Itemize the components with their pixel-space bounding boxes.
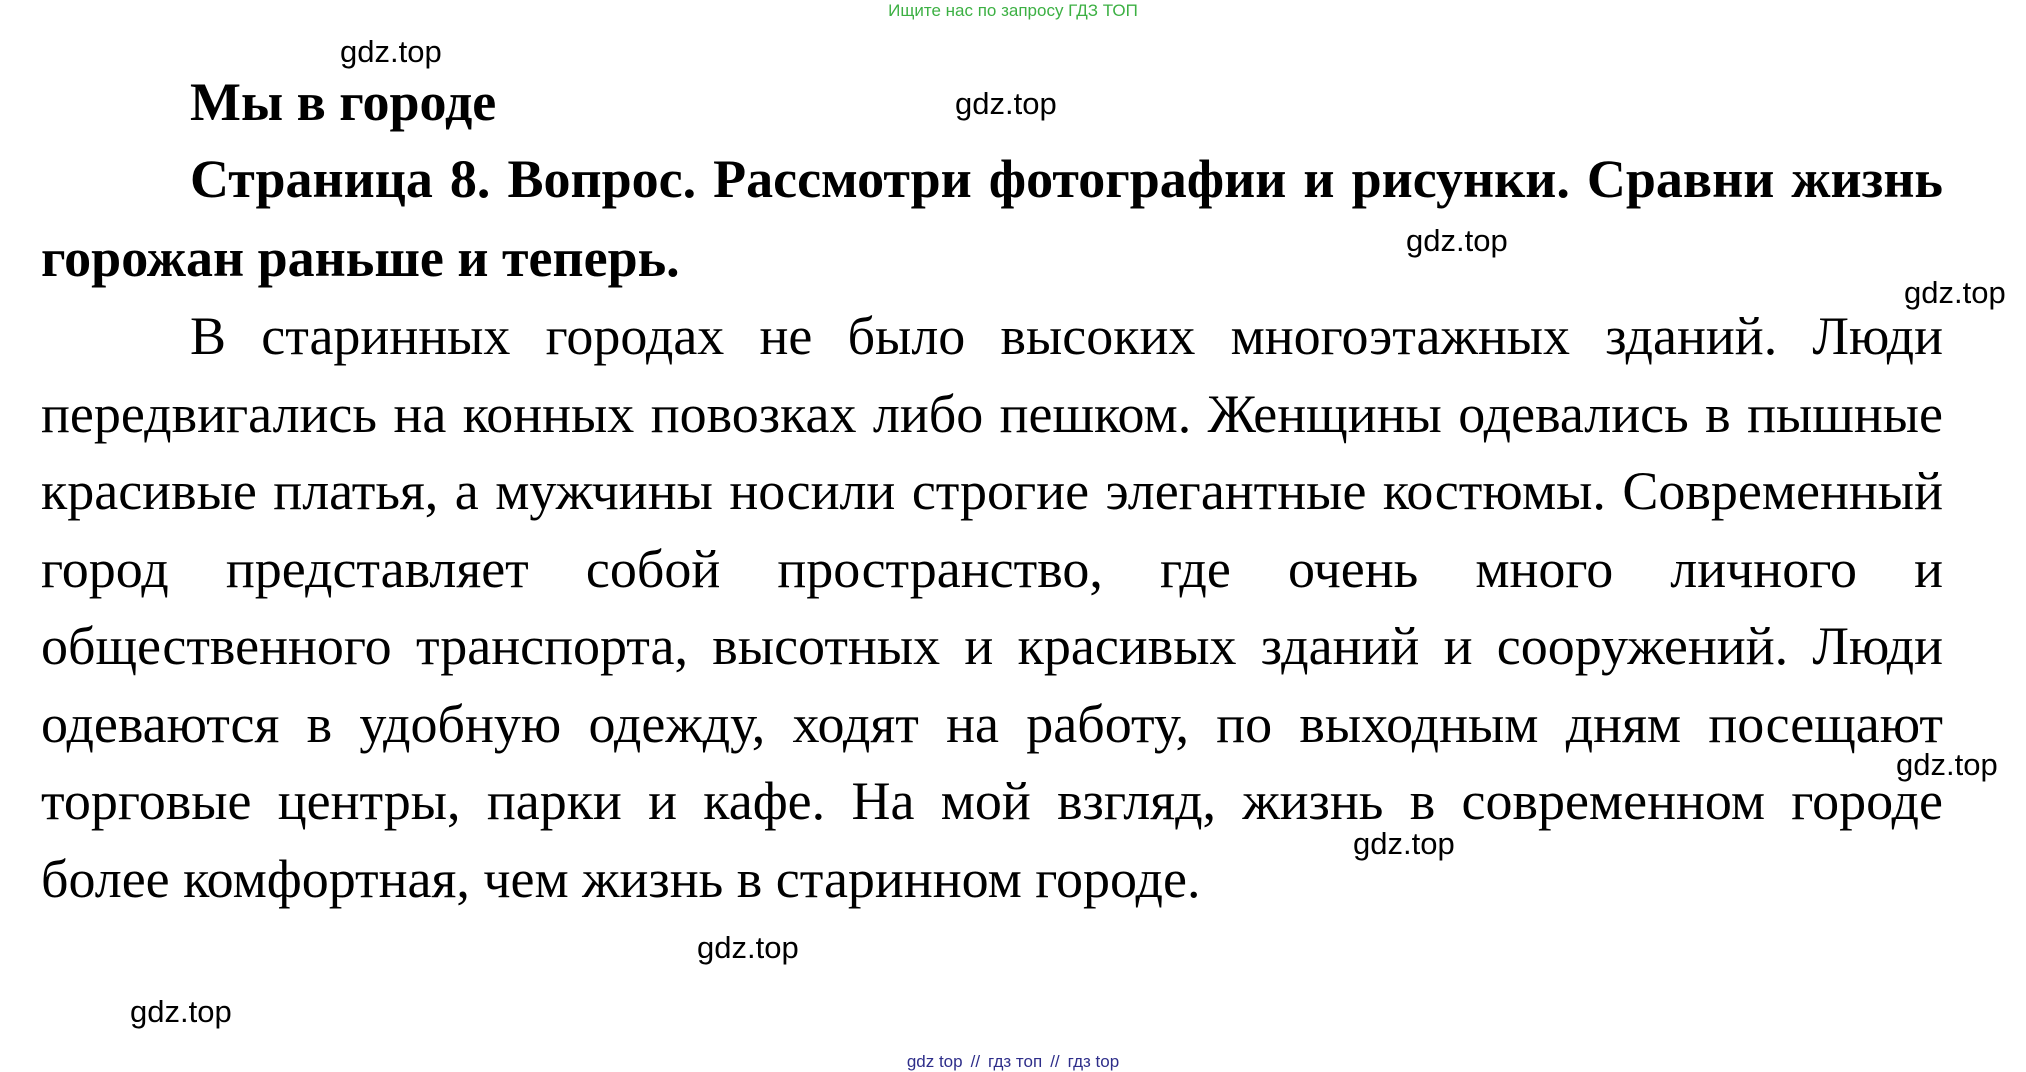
- document-body: [41, 64, 1943, 918]
- footer-separator: //: [1050, 1052, 1060, 1071]
- footer-link-1[interactable]: gdz top: [906, 1052, 963, 1071]
- watermark: gdz.top: [340, 34, 442, 69]
- footer-link-3[interactable]: гдз top: [1067, 1052, 1120, 1071]
- footer-separator: //: [970, 1052, 981, 1071]
- watermark: gdz.top: [1353, 826, 1455, 861]
- footer-link-2[interactable]: гдз топ: [988, 1052, 1043, 1071]
- watermark: gdz.top: [130, 994, 232, 1029]
- footer: [0, 1052, 2026, 1072]
- page-title: Мы в городе: [190, 72, 497, 132]
- watermark: gdz.top: [1406, 223, 1508, 258]
- watermark: gdz.top: [955, 86, 1057, 121]
- watermark: gdz.top: [1896, 747, 1998, 782]
- question-text: Страница 8. Вопрос. Рассмотри фотографии и рисунки. Сравни жизнь горожан раньше и теперь.: [41, 149, 1943, 288]
- watermark: gdz.top: [697, 930, 799, 965]
- watermark: gdz.top: [1904, 275, 2006, 310]
- answer-text: В старинных городах не было высоких многоэтажных зданий. Люди передвигались на конных повозках либо пешком. Женщины одевались в пышные красивые платья, а мужчины носили строгие элегантные костюмы. Современный город представляет собой пространство, где очень много личного и общественного транспорта, высотных и красивых зданий и сооружений. Люди одеваются в удобную одежду, ходят на работу, по выходным дням посещают торговые центры, парки и кафе. На мой взгляд, жизнь в современном городе более комфортная, чем жизнь в старинном городе.: [41, 306, 1943, 909]
- top-banner: Ищите нас по запросу ГДЗ ТОП: [888, 1, 1138, 20]
